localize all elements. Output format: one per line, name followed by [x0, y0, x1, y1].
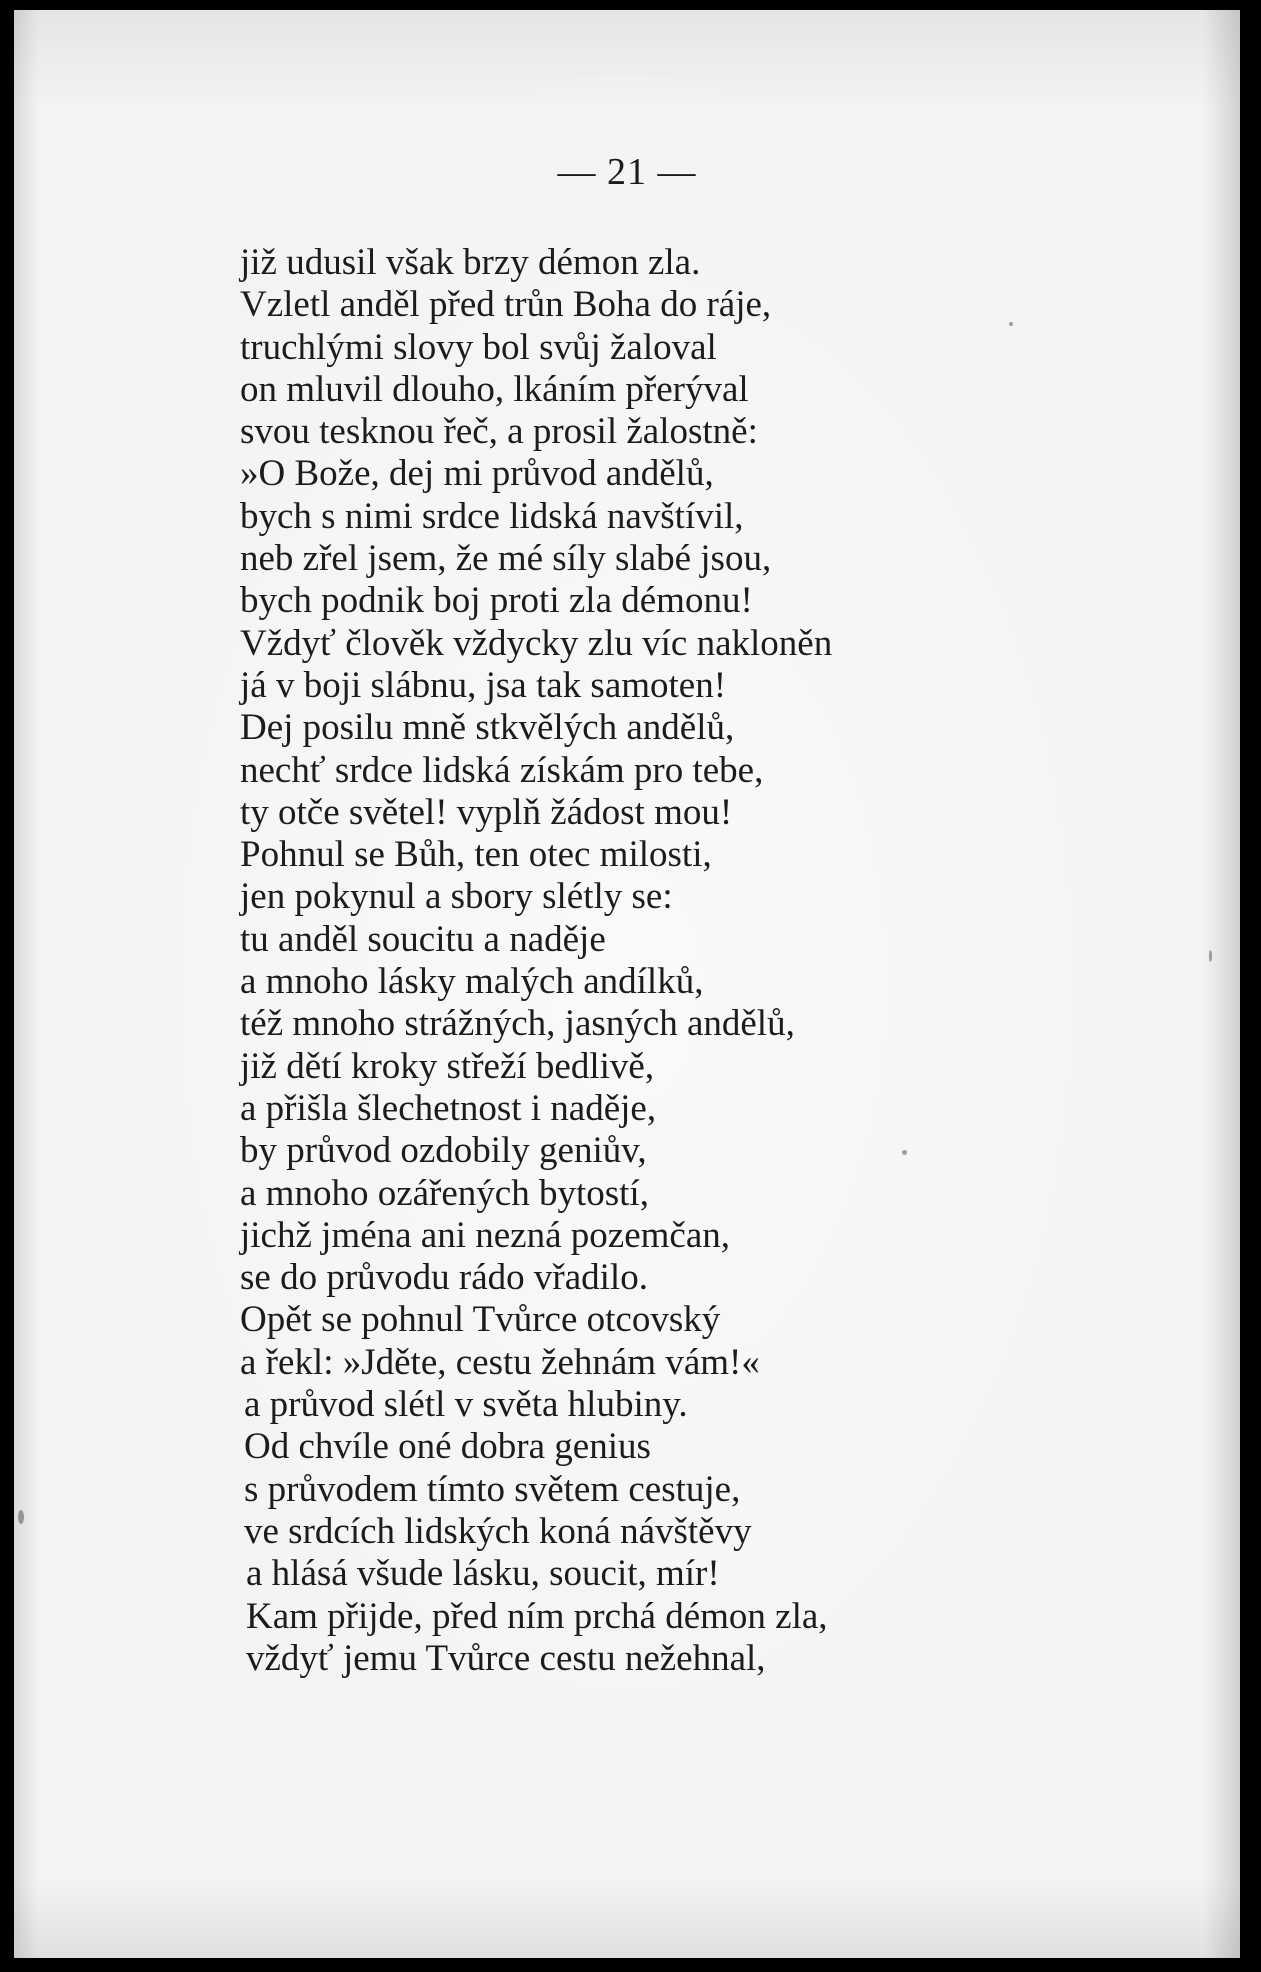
text-line: již udusil však brzy démon zla.	[240, 242, 701, 283]
paper-speck	[902, 1150, 907, 1155]
text-line: svou tesknou řeč, a prosil žalostně:	[240, 411, 758, 453]
text-line: a přišla šlechetnost i naděje,	[240, 1087, 657, 1129]
text-line: ve srdcích lidských koná návštěvy	[244, 1510, 752, 1552]
text-line: a hlásá všude lásku, soucit, mír!	[246, 1553, 720, 1595]
text-line: vždyť jemu Tvůrce cestu nežehnal,	[246, 1637, 766, 1679]
paper-speck	[1009, 322, 1013, 326]
text-line: a řekl: »Jděte, cestu žehnám vám!«	[240, 1341, 760, 1383]
text-line: on mluvil dlouho, lkáním přerýval	[240, 368, 749, 410]
book-page	[14, 10, 1240, 1958]
text-line: »O Bože, dej mi průvod andělů,	[240, 453, 714, 495]
text-line: Vzletl anděl před trůn Boha do ráje,	[240, 284, 772, 326]
text-line: já v boji slábnu, jsa tak samoten!	[240, 664, 727, 706]
poem-text	[240, 242, 832, 1680]
text-line: Pohnul se Bůh, ten otec milosti,	[240, 834, 712, 876]
text-line: by průvod ozdobily geniův,	[240, 1130, 647, 1172]
text-line: ty otče světel! vyplň žádost mou!	[240, 791, 733, 833]
text-line: a mnoho ozářených bytostí,	[240, 1172, 649, 1214]
page-number: — 21 —	[557, 151, 697, 193]
text-line: truchlými slovy bol svůj žaloval	[240, 326, 717, 368]
text-line: Dej posilu mně stkvělých andělů,	[240, 707, 735, 749]
text-line: s průvodem tímto světem cestuje,	[244, 1468, 741, 1510]
text-line: Kam přijde, před ním prchá démon zla,	[246, 1595, 828, 1637]
text-line: též mnoho strážných, jasných andělů,	[240, 1003, 795, 1045]
text-line: a průvod slétl v světa hlubiny.	[244, 1384, 688, 1426]
text-line: Opět se pohnul Tvůrce otcovský	[240, 1299, 721, 1341]
text-line: tu anděl soucitu a naděje	[240, 918, 606, 960]
text-line: bych podnik boj proti zla démonu!	[240, 580, 753, 622]
text-line: jen pokynul a sbory slétly se:	[240, 876, 673, 918]
text-line: již dětí kroky střeží bedlivě,	[240, 1045, 655, 1087]
text-line: neb zřel jsem, že mé síly slabé jsou,	[240, 538, 772, 580]
text-line: Od chvíle oné dobra genius	[244, 1426, 651, 1468]
text-line: jichž jména ani nezná pozemčan,	[240, 1214, 730, 1256]
text-line: bych s nimi srdce lidská navštívil,	[240, 495, 744, 537]
paper-speck	[18, 1510, 24, 1524]
text-line: a mnoho lásky malých andílků,	[240, 961, 704, 1003]
text-line: Vždyť člověk vždycky zlu víc nakloněn	[240, 622, 833, 664]
text-line: se do průvodu rádo vřadilo.	[240, 1257, 648, 1299]
paper-speck	[1209, 950, 1212, 962]
text-line: nechť srdce lidská získám pro tebe,	[240, 749, 764, 791]
